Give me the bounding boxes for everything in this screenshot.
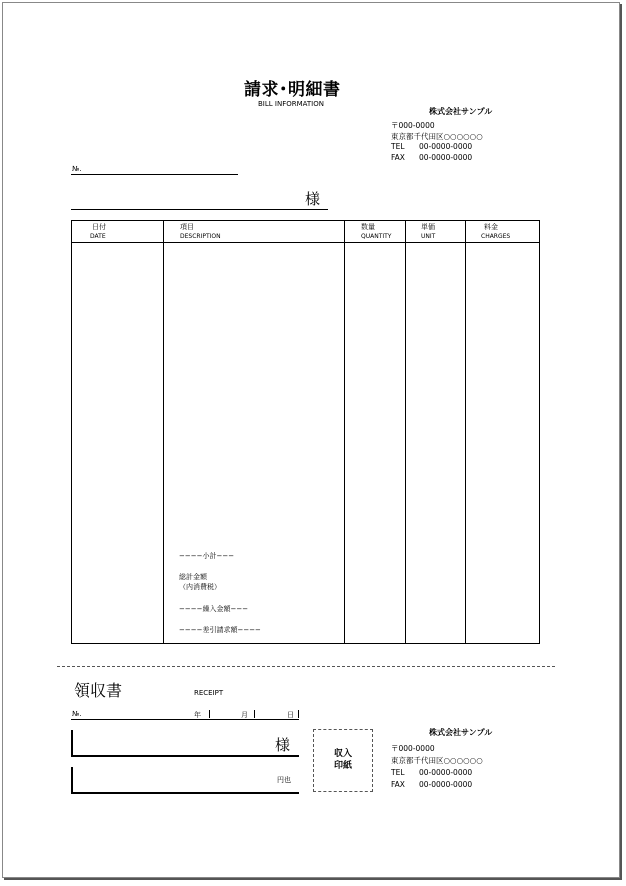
bill-issuer-address: 東京都千代田区○○○○○○ <box>391 131 483 141</box>
bill-subtitle: BILL INFORMATION <box>258 100 324 108</box>
recipient-box-left <box>71 730 73 756</box>
bill-issuer-postal: 〒000-0000 <box>391 121 435 130</box>
bill-title: 請求･明細書 <box>244 80 341 100</box>
cut-line <box>57 666 555 667</box>
amount-box-bottom <box>71 792 299 794</box>
column-divider <box>405 221 406 643</box>
receipt-number-label: №. <box>72 710 82 718</box>
receipt-issuer-address: 東京都千代田区○○○○○○ <box>391 756 483 765</box>
receipt-number-underline <box>71 719 299 720</box>
summary-balance: −−−−差引請求額−−−− <box>179 626 261 634</box>
summary-paid: −−−−繰入金額−−− <box>179 605 249 613</box>
amount-box-left <box>71 767 73 793</box>
receipt-issuer-postal: 〒000-0000 <box>391 744 435 753</box>
date-divider <box>254 710 255 718</box>
stamp-label-line2: 印紙 <box>333 761 352 771</box>
receipt-title: 領収書 <box>74 681 123 700</box>
receipt-month-label: 月 <box>241 711 248 719</box>
header-unit: 単価 UNIT <box>421 223 436 240</box>
receipt-customer-sama: 様 <box>275 736 291 754</box>
receipt-issuer-tel: TEL 00-0000-0000 <box>391 768 473 777</box>
summary-total: 総計金額 <box>179 573 207 581</box>
receipt-issuer-company: 株式会社サンプル <box>429 728 493 737</box>
date-divider <box>298 710 299 718</box>
bill-issuer-address-block <box>391 121 483 163</box>
bill-table-header <box>72 221 539 243</box>
document-page <box>2 2 620 878</box>
bill-number-underline <box>71 174 238 175</box>
bill-number-label: №. <box>72 165 82 173</box>
recipient-box-bottom <box>71 755 299 757</box>
summary-tax-note: （内消費税） <box>179 583 221 591</box>
receipt-issuer-fax: FAX 00-0000-0000 <box>391 780 473 789</box>
date-divider <box>209 710 210 718</box>
bill-issuer-company: 株式会社サンプル <box>429 107 493 116</box>
column-divider <box>344 221 345 643</box>
receipt-subtitle: RECEIPT <box>194 689 224 697</box>
receipt-day-label: 日 <box>287 711 294 719</box>
header-description: 項目 DESCRIPTION <box>180 223 221 240</box>
receipt-yen-label: 円也 <box>277 776 291 784</box>
header-quantity: 数量 QUANTITY <box>361 223 392 240</box>
bill-customer-sama: 様 <box>305 190 321 208</box>
summary-subtotal: −−−−小計−−− <box>179 552 235 560</box>
header-date: 日付 DATE <box>90 223 106 240</box>
stamp-label-line1: 収入 <box>333 749 352 759</box>
bill-issuer-fax: FAX 00-0000-0000 <box>391 152 473 162</box>
header-charges: 料金 CHARGES <box>481 223 511 240</box>
bill-issuer-tel: TEL 00-0000-0000 <box>391 142 473 151</box>
column-divider <box>163 221 164 643</box>
revenue-stamp-box <box>313 729 373 792</box>
bill-customer-underline <box>71 209 328 210</box>
column-divider <box>465 221 466 643</box>
receipt-issuer-address-block <box>391 743 483 791</box>
receipt-year-label: 年 <box>194 711 201 719</box>
bill-table <box>71 220 540 644</box>
